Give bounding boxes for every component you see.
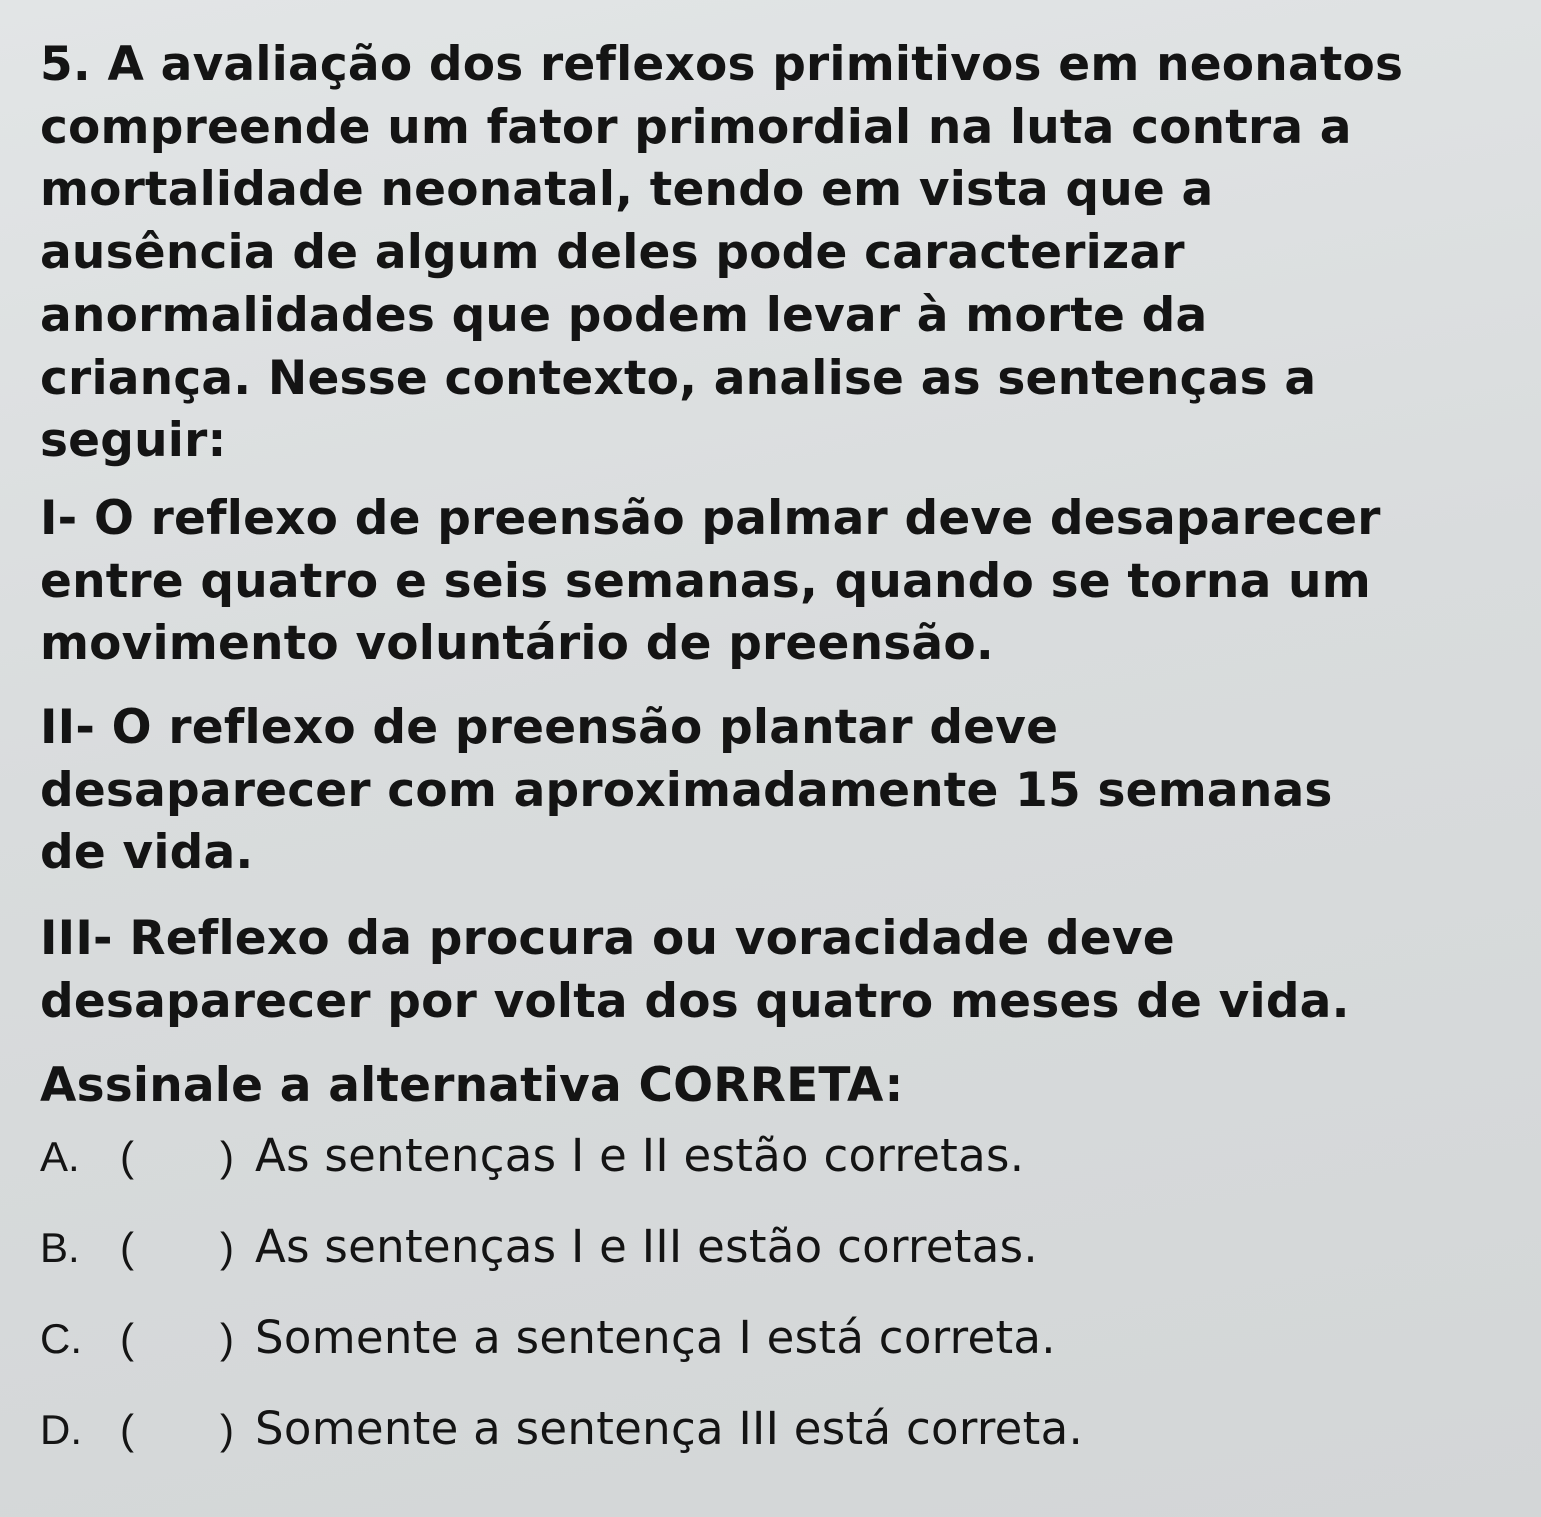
option-text: As sentenças I e II estão corretas. (255, 1129, 1025, 1183)
question-document (40, 34, 1520, 1491)
option-checkbox-open[interactable]: ( (120, 1133, 134, 1181)
statement-line: I- O reflexo de preensão palmar deve desaparecer (40, 490, 1381, 546)
question-line: 5. A avaliação dos reflexos primitivos em neonatos (40, 37, 1404, 92)
statement-line: II- O reflexo de preensão plantar deve (40, 700, 1059, 756)
option-b[interactable] (40, 1218, 1520, 1309)
instruction: Assinale a alternativa CORRETA: (40, 1057, 904, 1113)
option-c[interactable] (40, 1309, 1520, 1400)
option-letter: A. (40, 1133, 80, 1181)
option-text: Somente a sentença III está correta. (255, 1402, 1084, 1456)
question-line: criança. Nesse contexto, analise as sentenças a (40, 350, 1317, 406)
option-letter: D. (40, 1406, 82, 1454)
statement-3 (40, 908, 1520, 1033)
question-line: ausência de algum deles pode caracterizar (40, 225, 1185, 281)
answer-options (40, 1127, 1520, 1491)
question-line: anormalidades que podem levar à morte da (40, 287, 1208, 343)
option-letter: C. (40, 1315, 82, 1363)
option-text: As sentenças I e III estão corretas. (255, 1220, 1038, 1274)
option-checkbox-open[interactable]: ( (120, 1406, 134, 1454)
option-checkbox-close[interactable]: ) (220, 1224, 234, 1272)
option-checkbox-close[interactable]: ) (220, 1406, 234, 1454)
statement-line: movimento voluntário de preensão. (40, 616, 994, 672)
option-text: Somente a sentença I está correta. (255, 1311, 1056, 1365)
option-checkbox-open[interactable]: ( (120, 1315, 134, 1363)
statement-line: de vida. (40, 825, 254, 881)
question-line: mortalidade neonatal, tendo em vista que a (40, 162, 1214, 218)
option-checkbox-close[interactable]: ) (220, 1133, 234, 1181)
option-letter: B. (40, 1224, 80, 1272)
question-line: compreende um fator primordial na luta contra a (40, 99, 1352, 155)
option-a[interactable] (40, 1127, 1520, 1218)
option-checkbox-open[interactable]: ( (120, 1224, 134, 1272)
statement-line: III- Reflexo da procura ou voracidade deve (40, 911, 1175, 967)
statement-line: desaparecer com aproximadamente 15 semanas (40, 762, 1333, 818)
option-d[interactable] (40, 1400, 1520, 1491)
statement-2 (40, 697, 1520, 885)
statement-line: desaparecer por volta dos quatro meses de vida. (40, 973, 1350, 1029)
statement-1 (40, 488, 1520, 676)
question-stem (40, 34, 1520, 473)
question-line: seguir: (40, 413, 227, 469)
option-checkbox-close[interactable]: ) (220, 1315, 234, 1363)
statement-line: entre quatro e seis semanas, quando se torna um (40, 553, 1371, 609)
